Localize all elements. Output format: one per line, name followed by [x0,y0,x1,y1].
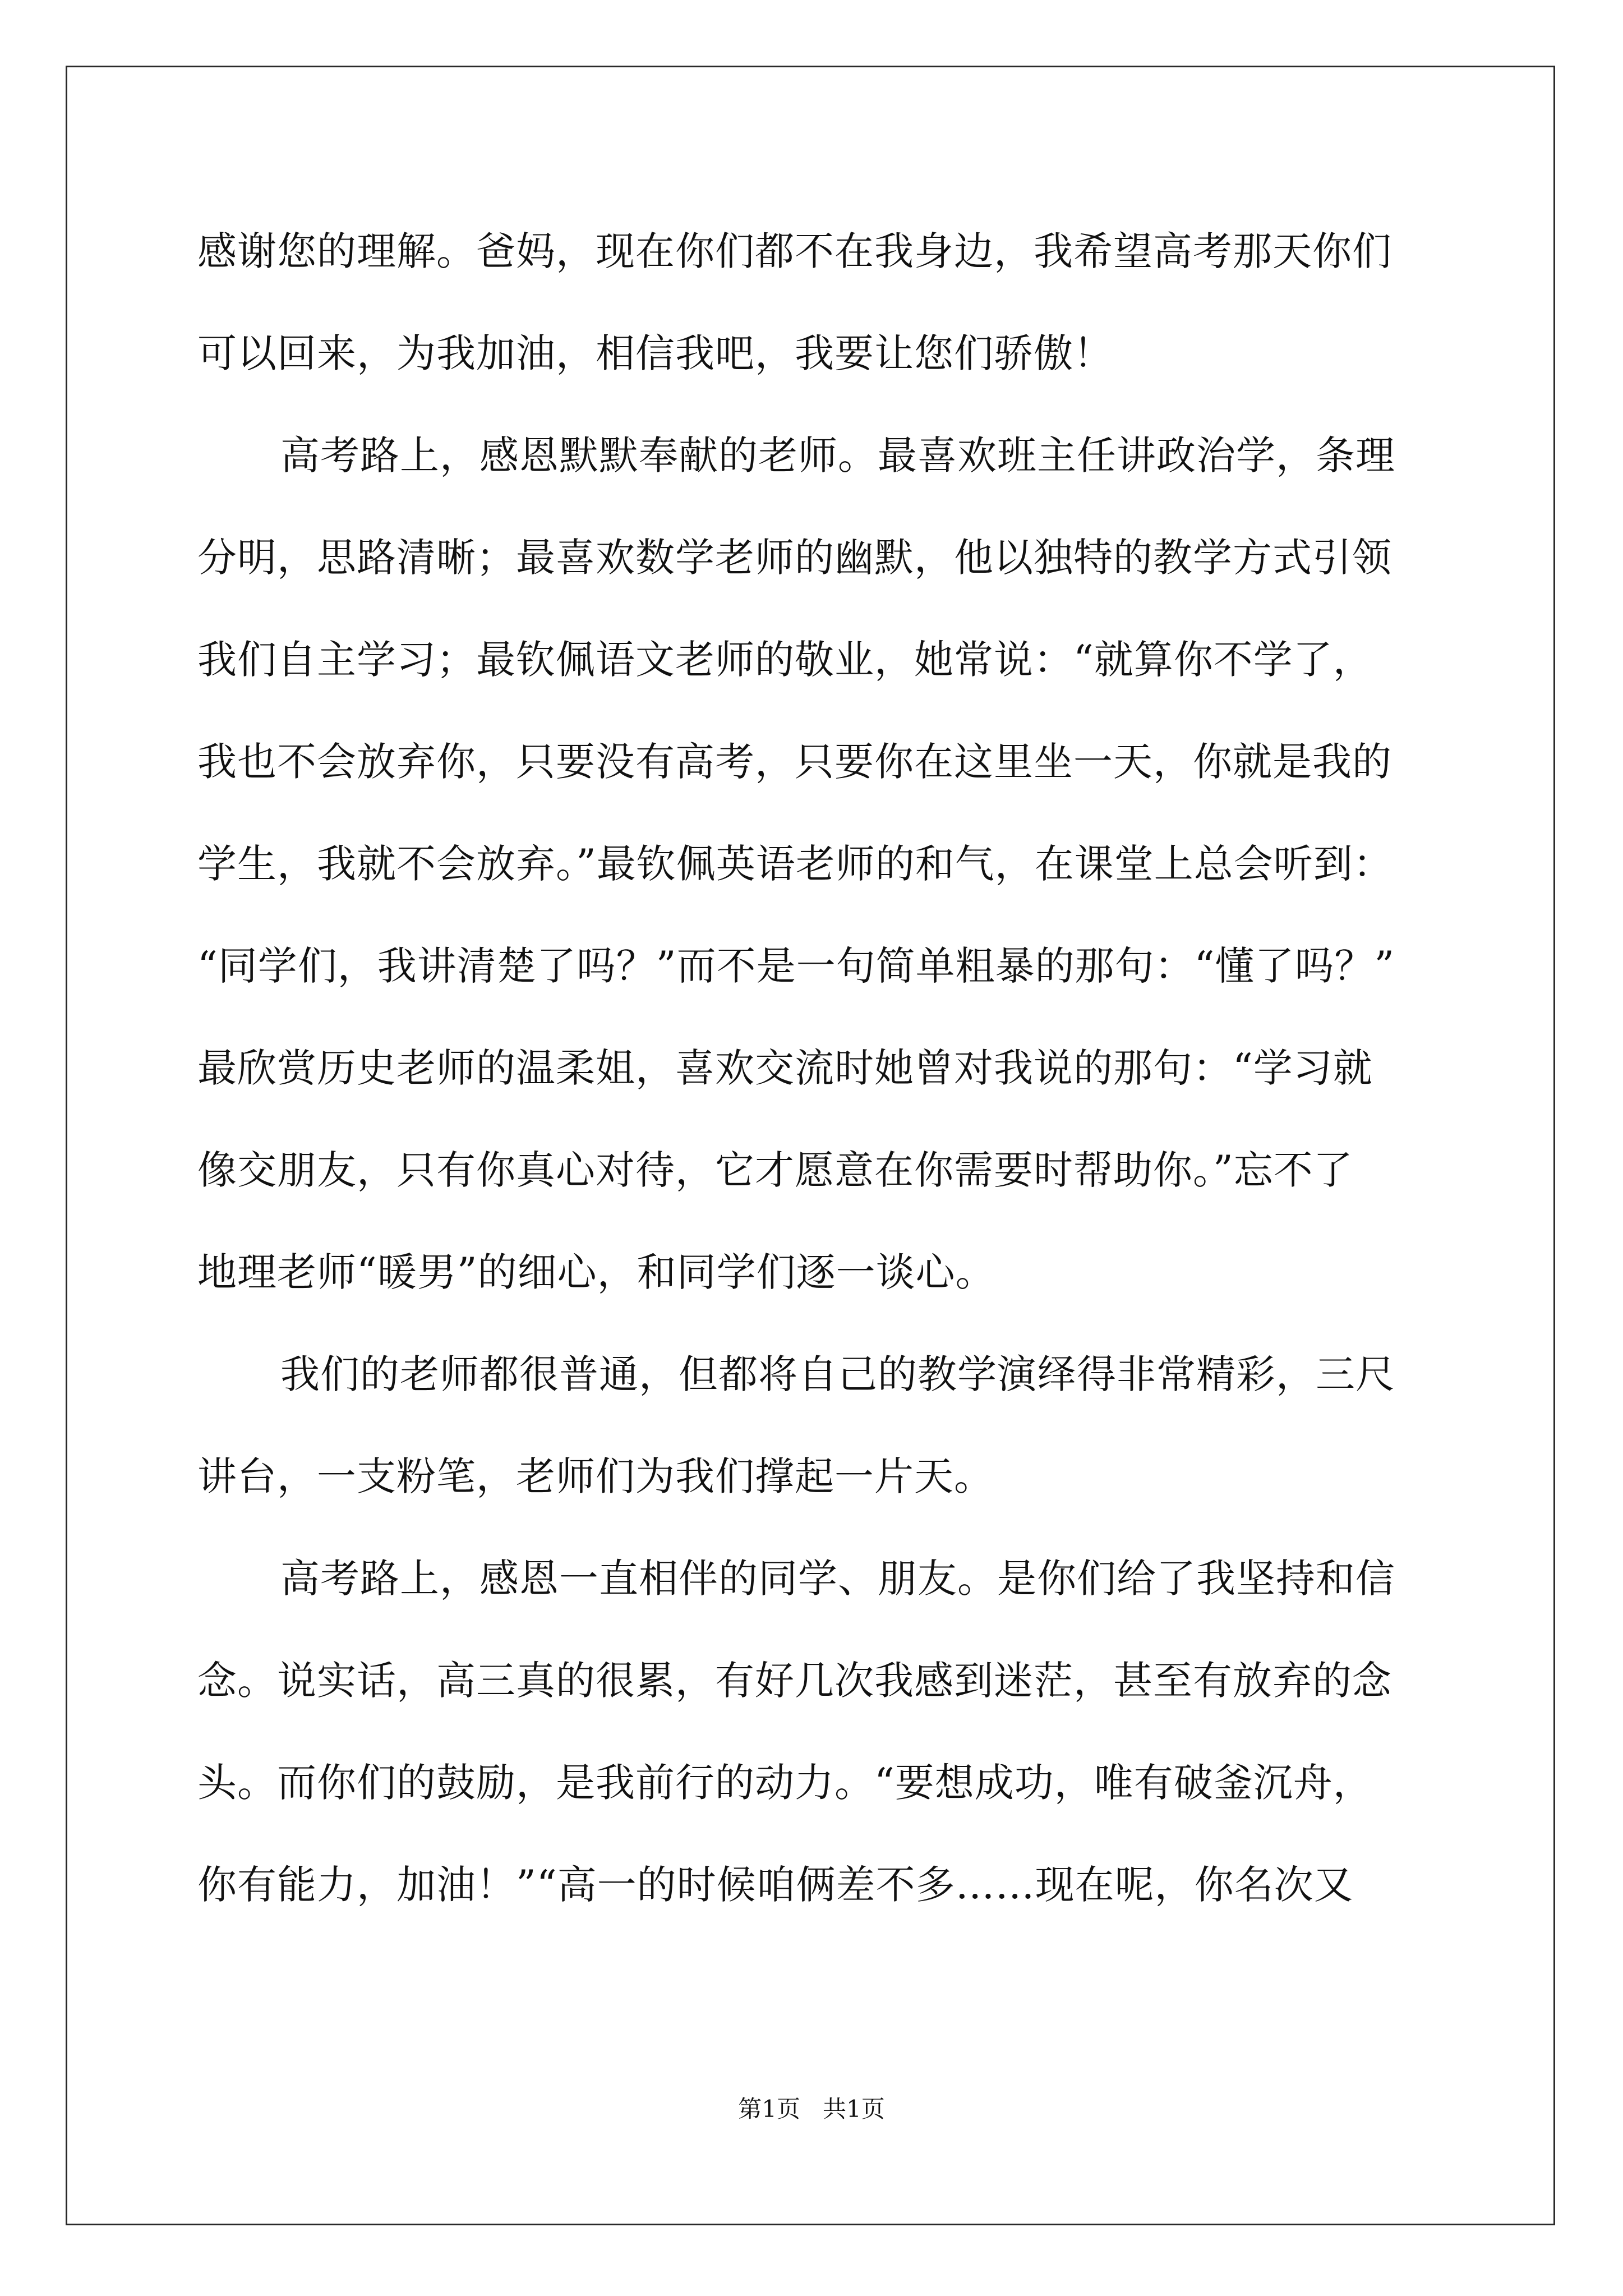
text-line: 学生，我就不会放弃。”最钦佩英语老师的和气，在课堂上总会听到： [197,841,1393,887]
text-line: 分明，思路清晰；最喜欢数学老师的幽默，他以独特的教学方式引领 [197,535,1392,581]
text-line: 我们的老师都很普通，但都将自己的教学演绎得非常精彩，三尺 [280,1351,1395,1397]
text-line: 高考路上，感恩默默奉献的老师。最喜欢班主任讲政治学，条理 [280,432,1395,478]
text-line: 头。而你们的鼓励，是我前行的动力。“要想成功，唯有破釜沉舟， [197,1760,1373,1806]
text-line: 像交朋友，只有你真心对待，它才愿意在你需要时帮助你。”忘不了 [197,1147,1353,1193]
text-line: 最欣赏历史老师的温柔姐，喜欢交流时她曾对我说的那句：“学习就 [197,1045,1373,1091]
text-line: 你有能力，加油！”“高一的时候咱俩差不多……现在呢，你名次又 [197,1862,1354,1908]
text-line: 念。说实话，高三真的很累，有好几次我感到迷茫，甚至有放弃的念 [197,1658,1392,1704]
text-line: 感谢您的理解。爸妈，现在你们都不在我身边，我希望高考那天你们 [197,228,1392,274]
text-line: 讲台，一支粉笔，老师们为我们撑起一片天。 [197,1453,994,1499]
text-line: 高考路上，感恩一直相伴的同学、朋友。是你们给了我坚持和信 [280,1556,1395,1602]
document-body [197,215,1426,1950]
text-line: 地理老师“暖男”的细心，和同学们逐一谈心。 [197,1249,995,1295]
text-line: 我也不会放弃你，只要没有高考，只要你在这里坐一天，你就是我的 [197,739,1392,785]
text-line: 可以回来，为我加油，相信我吧，我要让您们骄傲！ [197,330,1113,376]
text-line: 我们自主学习；最钦佩语文老师的敬业，她常说：“就算你不学了， [197,637,1373,683]
text-line: “同学们，我讲清楚了吗？”而不是一句简单粗暴的那句：“懂了吗？” [197,943,1395,989]
page-number-footer: 第1页 共1页 [738,2095,885,2123]
